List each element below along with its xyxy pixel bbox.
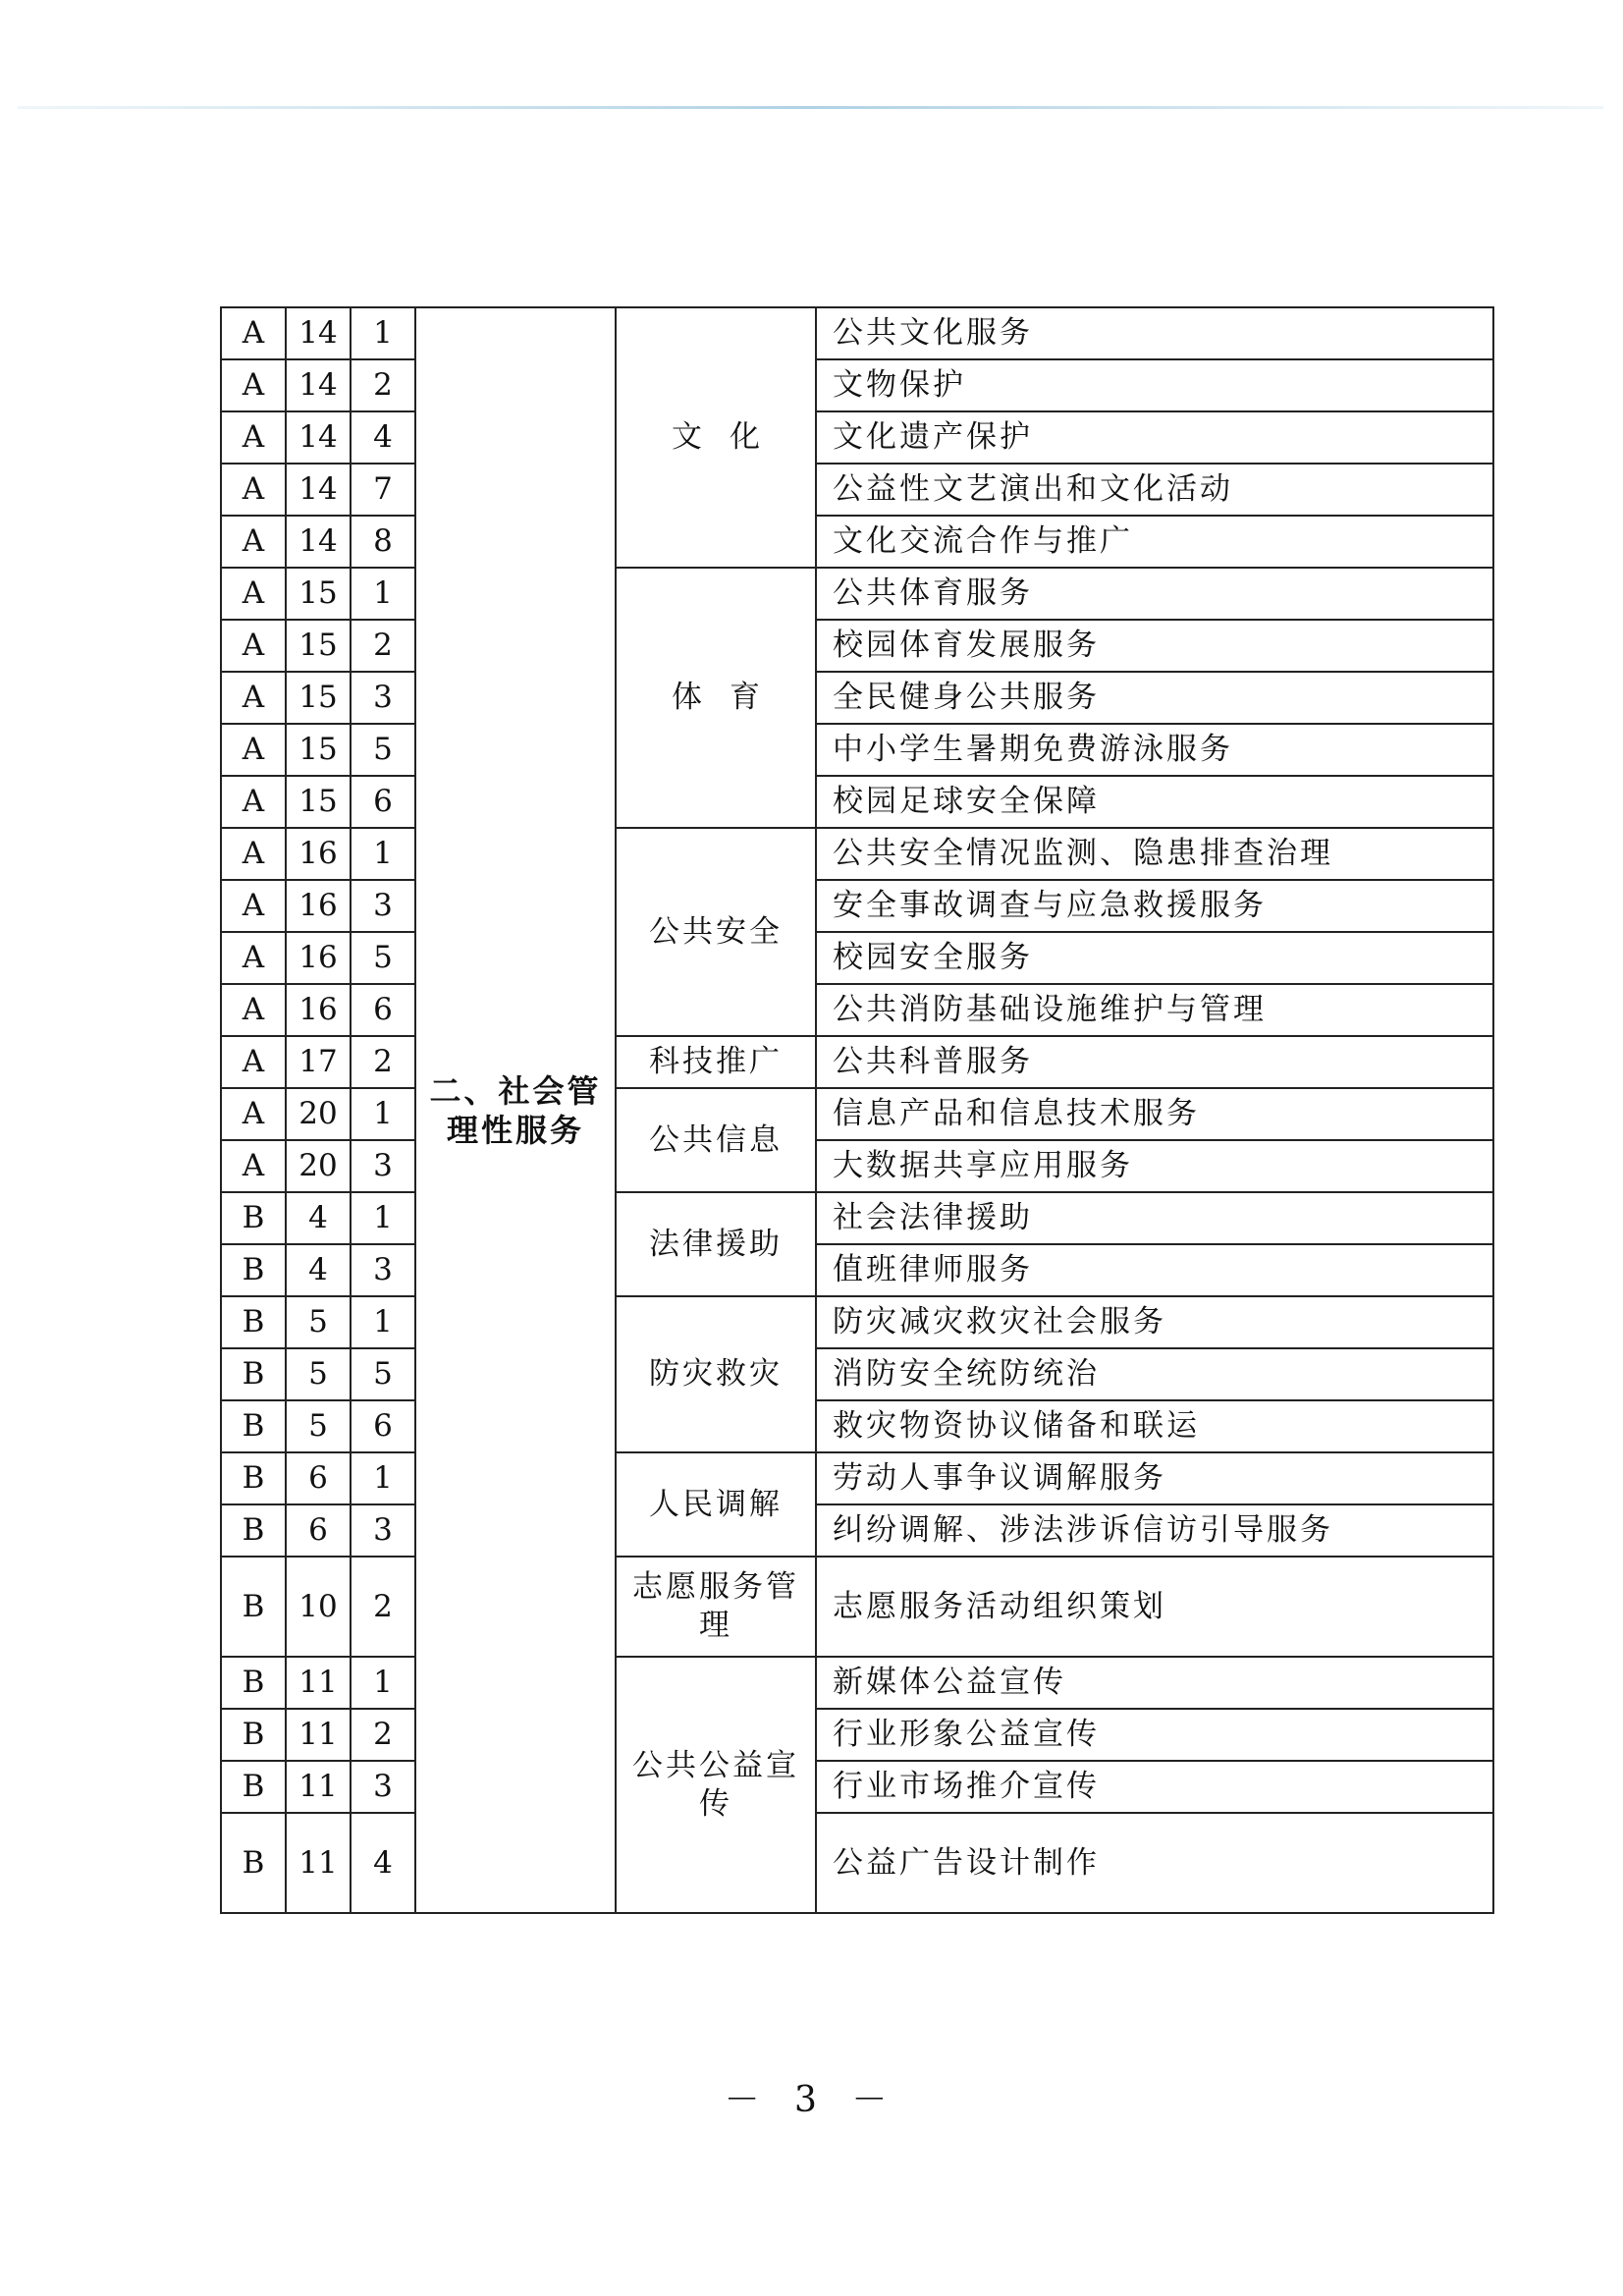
table-row [221, 984, 1493, 1036]
code-level1-cell: B [221, 1244, 286, 1296]
table-row [221, 828, 1493, 880]
category-cell: 科技推广 [616, 1036, 816, 1088]
code-level3-cell: 2 [351, 1709, 415, 1761]
code-level3-cell: 6 [351, 984, 415, 1036]
table-row [221, 1709, 1493, 1761]
code-level2-cell: 20 [286, 1140, 351, 1192]
code-level2-cell: 15 [286, 724, 351, 776]
service-item-cell: 校园体育发展服务 [816, 620, 1493, 672]
service-item-cell: 公共科普服务 [816, 1036, 1493, 1088]
code-level1-cell: B [221, 1400, 286, 1452]
category-cell: 公共信息 [616, 1088, 816, 1192]
code-level3-cell: 1 [351, 828, 415, 880]
code-level1-cell: A [221, 464, 286, 516]
code-level1-cell: A [221, 672, 286, 724]
code-level2-cell: 14 [286, 516, 351, 568]
service-item-cell: 值班律师服务 [816, 1244, 1493, 1296]
code-level3-cell: 3 [351, 1761, 415, 1813]
service-item-cell: 校园足球安全保障 [816, 776, 1493, 828]
code-level1-cell: A [221, 516, 286, 568]
service-item-cell: 安全事故调查与应急救援服务 [816, 880, 1493, 932]
code-level3-cell: 1 [351, 1088, 415, 1140]
service-item-cell: 行业市场推介宣传 [816, 1761, 1493, 1813]
code-level2-cell: 15 [286, 568, 351, 620]
page-number: － 3 － [724, 2080, 899, 2120]
table-row [221, 880, 1493, 932]
code-level3-cell: 4 [351, 411, 415, 464]
code-level2-cell: 5 [286, 1296, 351, 1348]
code-level3-cell: 3 [351, 672, 415, 724]
code-level1-cell: A [221, 776, 286, 828]
code-level1-cell: B [221, 1761, 286, 1813]
table-row [221, 1761, 1493, 1813]
code-level2-cell: 15 [286, 776, 351, 828]
service-item-cell: 公益广告设计制作 [816, 1813, 1493, 1913]
code-level2-cell: 16 [286, 984, 351, 1036]
code-level1-cell: A [221, 1140, 286, 1192]
code-level2-cell: 4 [286, 1192, 351, 1244]
table-row [221, 1813, 1493, 1913]
code-level1-cell: A [221, 568, 286, 620]
code-level1-cell: A [221, 411, 286, 464]
table-row [221, 568, 1493, 620]
category-cell: 公共公益宣传 [616, 1657, 816, 1913]
code-level2-cell: 6 [286, 1504, 351, 1557]
service-item-cell: 志愿服务活动组织策划 [816, 1557, 1493, 1657]
code-level2-cell: 11 [286, 1761, 351, 1813]
code-level3-cell: 5 [351, 1348, 415, 1400]
code-level2-cell: 16 [286, 932, 351, 984]
section-label: 二、社会管理性服务 [429, 1071, 602, 1149]
service-item-cell: 文化遗产保护 [816, 411, 1493, 464]
service-item-cell: 公共消防基础设施维护与管理 [816, 984, 1493, 1036]
service-item-cell: 消防安全统防统治 [816, 1348, 1493, 1400]
code-level2-cell: 16 [286, 828, 351, 880]
code-level2-cell: 20 [286, 1088, 351, 1140]
code-level1-cell: B [221, 1348, 286, 1400]
service-catalog-table [220, 306, 1494, 1914]
code-level2-cell: 14 [286, 307, 351, 359]
code-level1-cell: B [221, 1192, 286, 1244]
code-level3-cell: 1 [351, 1452, 415, 1504]
service-item-cell: 大数据共享应用服务 [816, 1140, 1493, 1192]
table-row [221, 411, 1493, 464]
code-level3-cell: 8 [351, 516, 415, 568]
table-row [221, 1504, 1493, 1557]
code-level1-cell: A [221, 880, 286, 932]
code-level3-cell: 1 [351, 1296, 415, 1348]
code-level2-cell: 5 [286, 1348, 351, 1400]
code-level2-cell: 10 [286, 1557, 351, 1657]
code-level3-cell: 3 [351, 880, 415, 932]
code-level3-cell: 1 [351, 307, 415, 359]
service-item-cell: 行业形象公益宣传 [816, 1709, 1493, 1761]
code-level2-cell: 16 [286, 880, 351, 932]
code-level2-cell: 15 [286, 672, 351, 724]
code-level3-cell: 1 [351, 1192, 415, 1244]
service-item-cell: 防灾减灾救灾社会服务 [816, 1296, 1493, 1348]
table-row [221, 1036, 1493, 1088]
table-row [221, 307, 1493, 359]
code-level1-cell: B [221, 1709, 286, 1761]
code-level3-cell: 2 [351, 1557, 415, 1657]
table-row [221, 1088, 1493, 1140]
category-cell: 防灾救灾 [616, 1296, 816, 1452]
table-row [221, 464, 1493, 516]
table-row [221, 1192, 1493, 1244]
code-level2-cell: 17 [286, 1036, 351, 1088]
table-row [221, 672, 1493, 724]
service-item-cell: 公益性文艺演出和文化活动 [816, 464, 1493, 516]
service-item-cell: 新媒体公益宣传 [816, 1657, 1493, 1709]
code-level2-cell: 14 [286, 464, 351, 516]
service-item-cell: 校园安全服务 [816, 932, 1493, 984]
code-level1-cell: A [221, 932, 286, 984]
service-item-cell: 信息产品和信息技术服务 [816, 1088, 1493, 1140]
table-row [221, 1244, 1493, 1296]
code-level1-cell: A [221, 724, 286, 776]
service-item-cell: 劳动人事争议调解服务 [816, 1452, 1493, 1504]
code-level3-cell: 4 [351, 1813, 415, 1913]
code-level2-cell: 14 [286, 411, 351, 464]
category-cell: 体育 [616, 568, 816, 828]
table-row [221, 1557, 1493, 1657]
service-item-cell: 公共体育服务 [816, 568, 1493, 620]
code-level1-cell: A [221, 359, 286, 411]
code-level3-cell: 2 [351, 620, 415, 672]
code-level2-cell: 4 [286, 1244, 351, 1296]
table-row [221, 516, 1493, 568]
code-level1-cell: A [221, 1036, 286, 1088]
category-cell: 法律援助 [616, 1192, 816, 1296]
code-level1-cell: A [221, 828, 286, 880]
code-level3-cell: 5 [351, 724, 415, 776]
code-level2-cell: 11 [286, 1657, 351, 1709]
code-level3-cell: 2 [351, 1036, 415, 1088]
code-level3-cell: 1 [351, 1657, 415, 1709]
table-row [221, 359, 1493, 411]
service-item-cell: 中小学生暑期免费游泳服务 [816, 724, 1493, 776]
code-level3-cell: 7 [351, 464, 415, 516]
service-item-cell: 救灾物资协议储备和联运 [816, 1400, 1493, 1452]
code-level2-cell: 15 [286, 620, 351, 672]
service-item-cell: 文化交流合作与推广 [816, 516, 1493, 568]
code-level1-cell: B [221, 1296, 286, 1348]
category-cell: 志愿服务管理 [616, 1557, 816, 1657]
table-row [221, 620, 1493, 672]
service-item-cell: 文物保护 [816, 359, 1493, 411]
service-item-cell: 社会法律援助 [816, 1192, 1493, 1244]
code-level2-cell: 5 [286, 1400, 351, 1452]
table-row [221, 1452, 1493, 1504]
code-level1-cell: A [221, 307, 286, 359]
category-cell: 公共安全 [616, 828, 816, 1036]
code-level2-cell: 6 [286, 1452, 351, 1504]
service-item-cell: 公共安全情况监测、隐患排查治理 [816, 828, 1493, 880]
service-item-cell: 全民健身公共服务 [816, 672, 1493, 724]
category-cell: 人民调解 [616, 1452, 816, 1557]
code-level3-cell: 2 [351, 359, 415, 411]
service-item-cell: 纠纷调解、涉法涉诉信访引导服务 [816, 1504, 1493, 1557]
code-level2-cell: 11 [286, 1813, 351, 1913]
code-level1-cell: B [221, 1813, 286, 1913]
code-level3-cell: 6 [351, 776, 415, 828]
code-level3-cell: 3 [351, 1140, 415, 1192]
table-row [221, 932, 1493, 984]
code-level1-cell: B [221, 1452, 286, 1504]
table-row [221, 1140, 1493, 1192]
table-row [221, 1400, 1493, 1452]
service-item-cell: 公共文化服务 [816, 307, 1493, 359]
code-level3-cell: 1 [351, 568, 415, 620]
code-level3-cell: 6 [351, 1400, 415, 1452]
code-level1-cell: A [221, 1088, 286, 1140]
table-row [221, 776, 1493, 828]
code-level3-cell: 3 [351, 1504, 415, 1557]
section-cell [415, 307, 616, 1913]
category-cell: 文化 [616, 307, 816, 568]
scan-edge-line [18, 106, 1603, 109]
code-level1-cell: A [221, 984, 286, 1036]
table-row [221, 724, 1493, 776]
code-level1-cell: B [221, 1557, 286, 1657]
code-level2-cell: 11 [286, 1709, 351, 1761]
table-row [221, 1348, 1493, 1400]
code-level1-cell: B [221, 1504, 286, 1557]
table-row [221, 1657, 1493, 1709]
code-level2-cell: 14 [286, 359, 351, 411]
code-level3-cell: 3 [351, 1244, 415, 1296]
code-level1-cell: B [221, 1657, 286, 1709]
code-level1-cell: A [221, 620, 286, 672]
code-level3-cell: 5 [351, 932, 415, 984]
table-row [221, 1296, 1493, 1348]
